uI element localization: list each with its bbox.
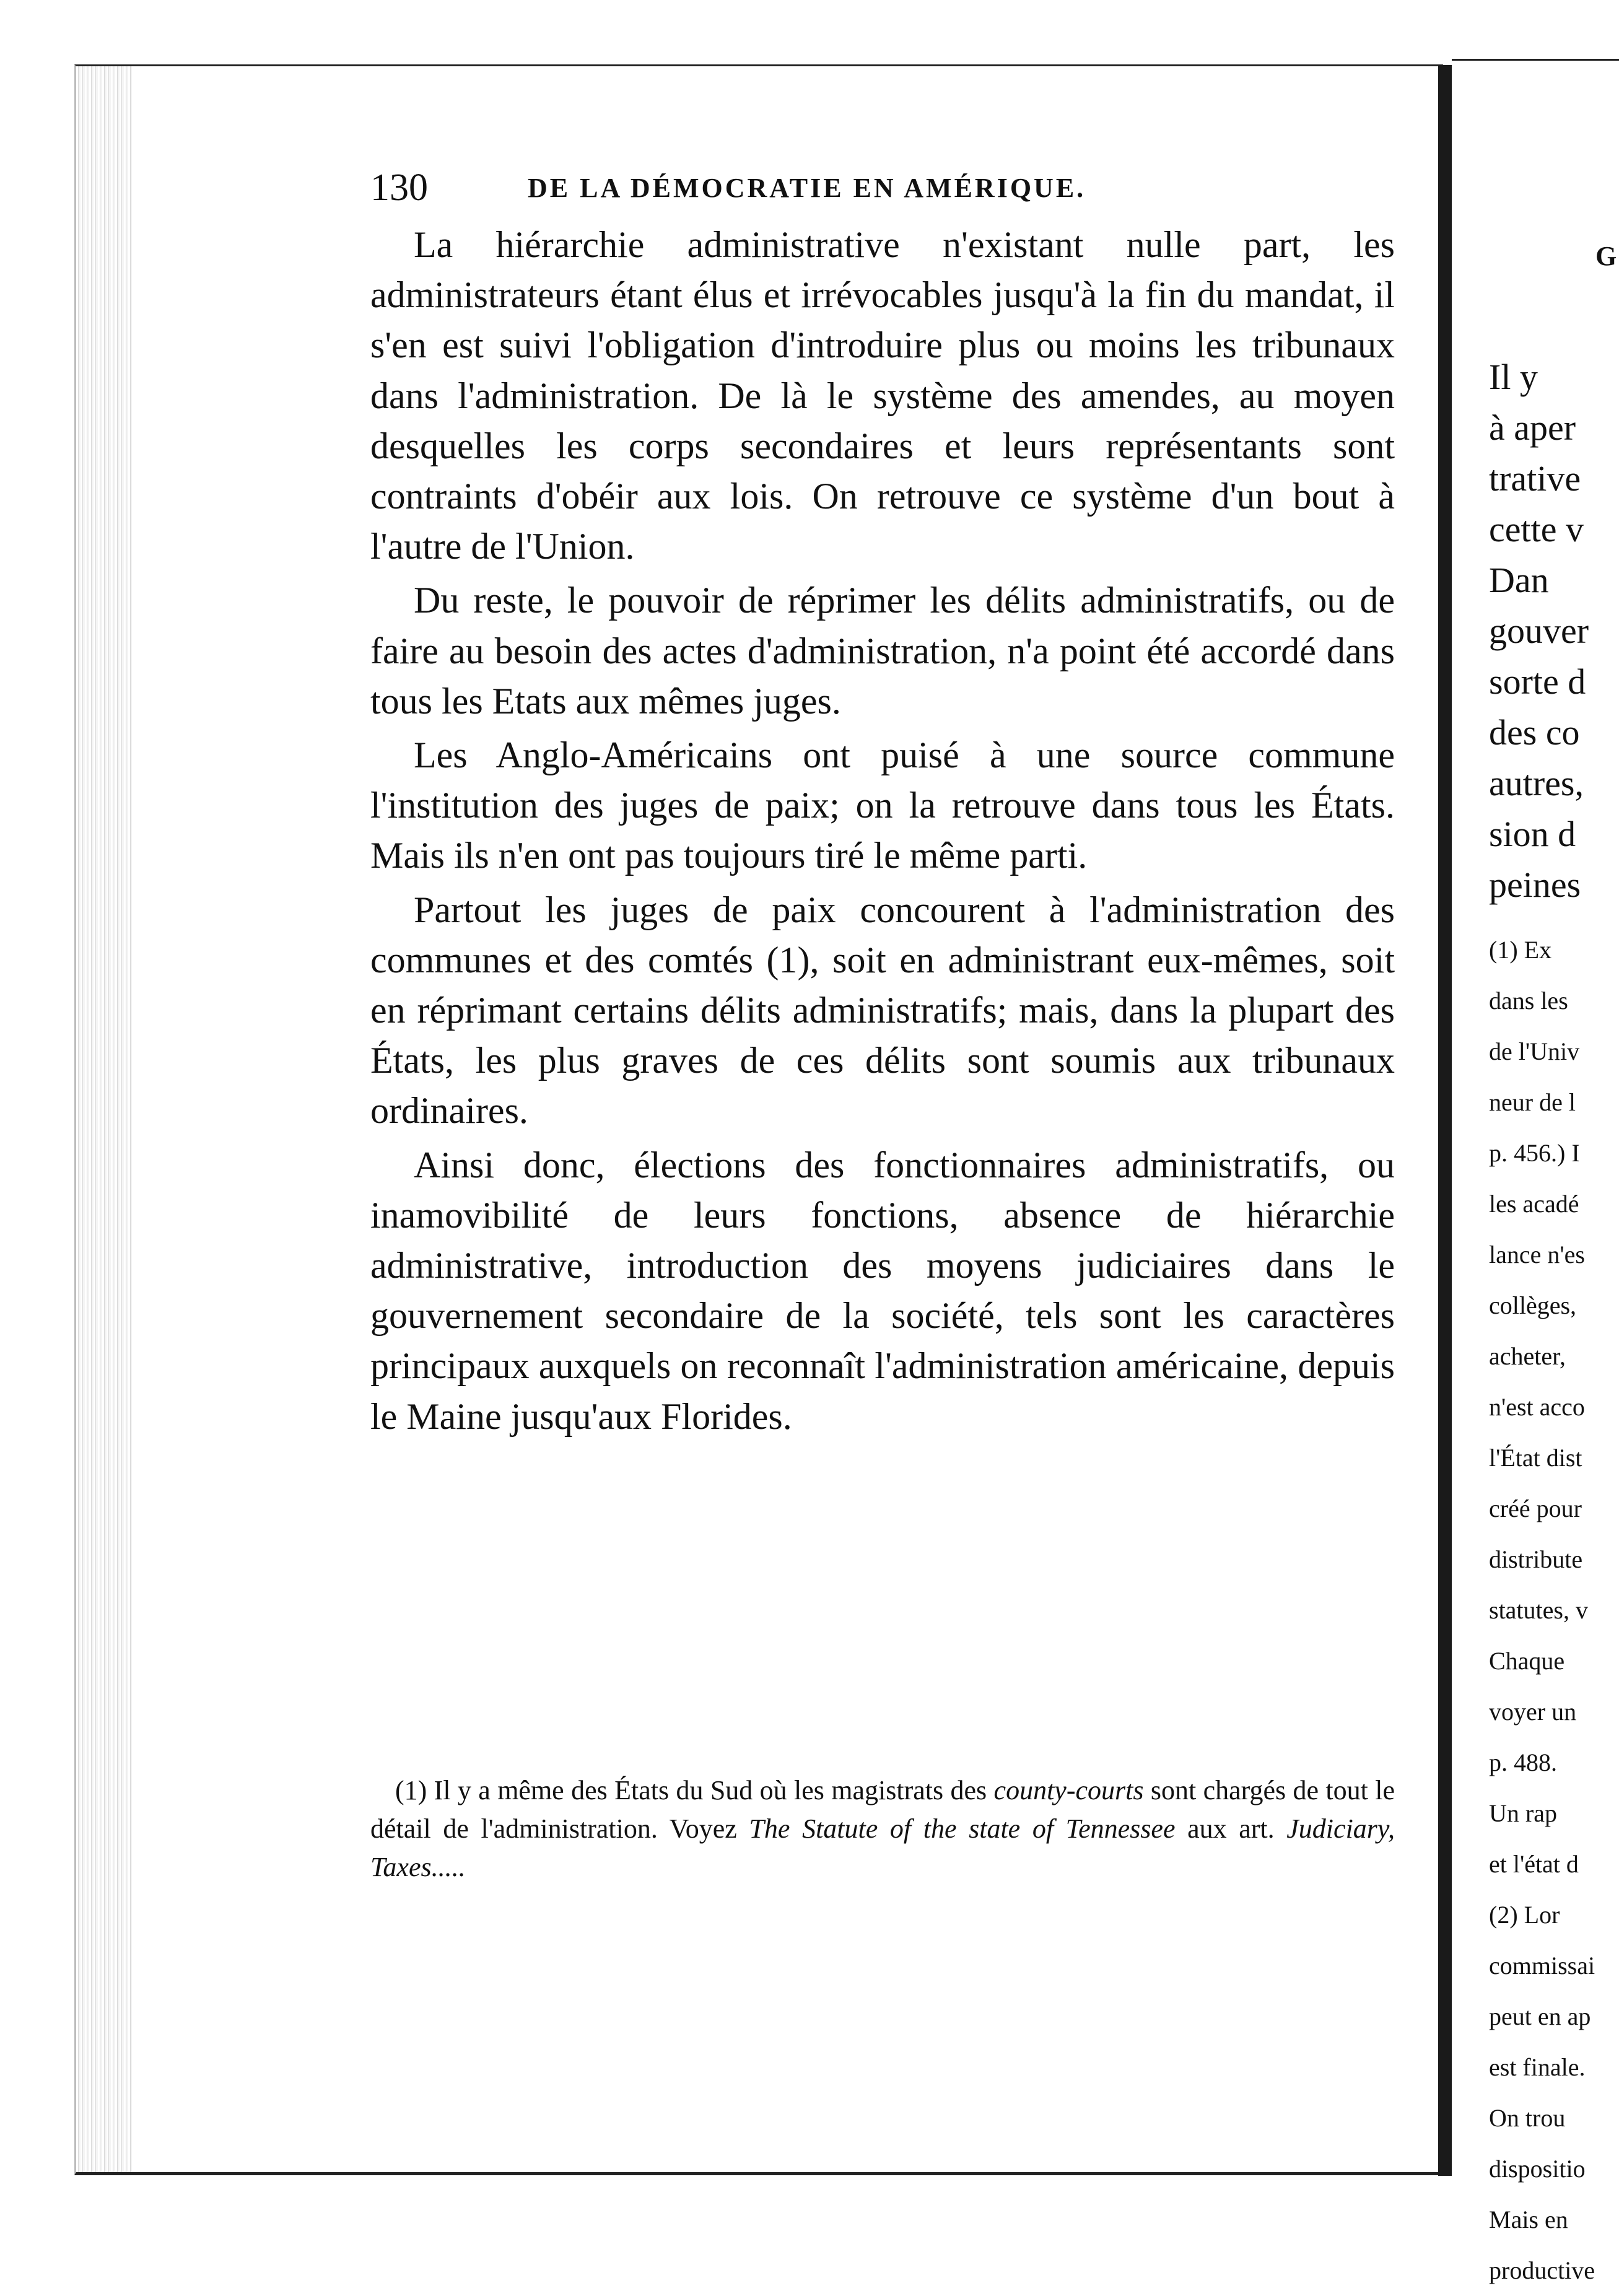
- right-line: sorte d: [1489, 661, 1586, 702]
- right-note-line: (2) Lor: [1489, 1901, 1560, 1929]
- right-note-line: dans les: [1489, 987, 1568, 1015]
- right-note-line: productive: [1489, 2256, 1595, 2284]
- right-note-line: distribute: [1489, 1545, 1583, 1573]
- right-note-line: voyer un: [1489, 1698, 1577, 1726]
- right-note-line: lance n'es: [1489, 1241, 1585, 1268]
- right-note-line: On trou: [1489, 2104, 1566, 2132]
- page-number: 130: [370, 167, 428, 209]
- book-gutter: [1438, 65, 1452, 2176]
- footnote-italic: Judiciary, Taxes.....: [370, 1814, 1395, 1882]
- right-note-line: Chaque: [1489, 1647, 1565, 1675]
- right-note-line: l'État dist: [1489, 1444, 1582, 1472]
- running-head: [370, 166, 1237, 222]
- right-line: cette v: [1489, 509, 1584, 549]
- right-note-line: (1) Ex: [1489, 936, 1552, 964]
- paragraph: La hiérarchie administrative n'existant nulle part, les administrateurs étant élus et irrévocables jusqu'à la fin du mandat, il s'en est suivi l'obligation d'introduire plus ou moins les tribunaux dans l'administration. De là le système des amendes, au moyen desquelles les corps secondaires et leurs représentants sont contraints d'obéir aux lois. On retrouve ce système d'un bout à l'autre de l'Union.: [370, 224, 1395, 567]
- right-note-line: n'est acco: [1489, 1393, 1585, 1421]
- right-note-line: commissai: [1489, 1952, 1595, 1980]
- footnote-italic: county-courts: [993, 1775, 1144, 1805]
- right-line: Dan: [1489, 560, 1549, 600]
- right-note-line: p. 456.) I: [1489, 1139, 1580, 1167]
- right-footnotes: [1489, 925, 1595, 2296]
- paragraph: Partout les juges de paix concourent à l'administration des communes et des comtés (1), soit en administrant eux-mêmes, soit en réprimant certains délits administratifs; mais, dans la plupart des États, les plus graves de ces délits sont soumis aux tribunaux ordinaires.: [370, 889, 1395, 1132]
- right-note-line: et l'état d: [1489, 1850, 1579, 1878]
- right-note-line: dispositio: [1489, 2155, 1586, 2183]
- right-line: peines: [1489, 865, 1581, 905]
- footnote-italic: The Statute of the state of Tennessee: [749, 1814, 1176, 1844]
- right-page: [1452, 59, 1619, 2284]
- footnote-marker: (1): [395, 1775, 427, 1805]
- right-note-line: peut en ap: [1489, 2002, 1591, 2030]
- paragraph: Ainsi donc, élections des fonctionnaires administratifs, ou inamovibilité de leurs fonctions, absence de hiérarchie administrative, introduction des moyens judiciaires dans le gouvernement secondaire de la société, tels sont les caractères principaux auxquels on reconnaît l'administration américaine, depuis le Maine jusqu'aux Florides.: [370, 1144, 1395, 1437]
- running-head-title: DE LA DÉMOCRATIE EN AMÉRIQUE.: [528, 173, 1086, 203]
- right-line: trative: [1489, 458, 1581, 499]
- page-edge-stack: [76, 66, 132, 2172]
- right-line: sion d: [1489, 814, 1576, 854]
- right-running-head: G: [1595, 241, 1617, 271]
- right-line: à aper: [1489, 408, 1576, 448]
- right-note-line: de l'Univ: [1489, 1037, 1580, 1065]
- right-line: gouver: [1489, 611, 1589, 651]
- right-note-line: est finale.: [1489, 2053, 1586, 2081]
- right-line: des co: [1489, 712, 1580, 753]
- right-note-line: neur de l: [1489, 1088, 1576, 1116]
- right-note-line: statutes, v: [1489, 1596, 1588, 1624]
- right-note-line: les acadé: [1489, 1190, 1579, 1218]
- right-line: autres,: [1489, 763, 1584, 803]
- right-note-line: créé pour: [1489, 1495, 1582, 1522]
- body-text: [370, 220, 1395, 1442]
- footnote: [370, 1771, 1395, 1887]
- right-body-text: [1489, 352, 1589, 910]
- right-note-line: Mais en: [1489, 2206, 1568, 2233]
- paragraph: Du reste, le pouvoir de réprimer les délits administratifs, ou de faire au besoin des actes d'administration, n'a point été accordé dans tous les Etats aux mêmes juges.: [370, 580, 1395, 722]
- paragraph: Les Anglo-Américains ont puisé à une source commune l'institution des juges de paix; on la retrouve dans tous les États. Mais ils n'en ont pas toujours tiré le même parti.: [370, 735, 1395, 876]
- right-note-line: Un rap: [1489, 1799, 1557, 1827]
- right-line: Il y: [1489, 357, 1538, 397]
- right-note-line: p. 488.: [1489, 1748, 1557, 1776]
- right-note-line: collèges,: [1489, 1291, 1577, 1319]
- footnote-text: (1) Il y a même des États du Sud où les magistrats des county-courts sont chargés de tout le détail de l'administration. Voyez The Statute of the state of Tennessee aux art. Judiciary, Taxes.....: [370, 1775, 1395, 1882]
- right-note-line: acheter,: [1489, 1342, 1566, 1370]
